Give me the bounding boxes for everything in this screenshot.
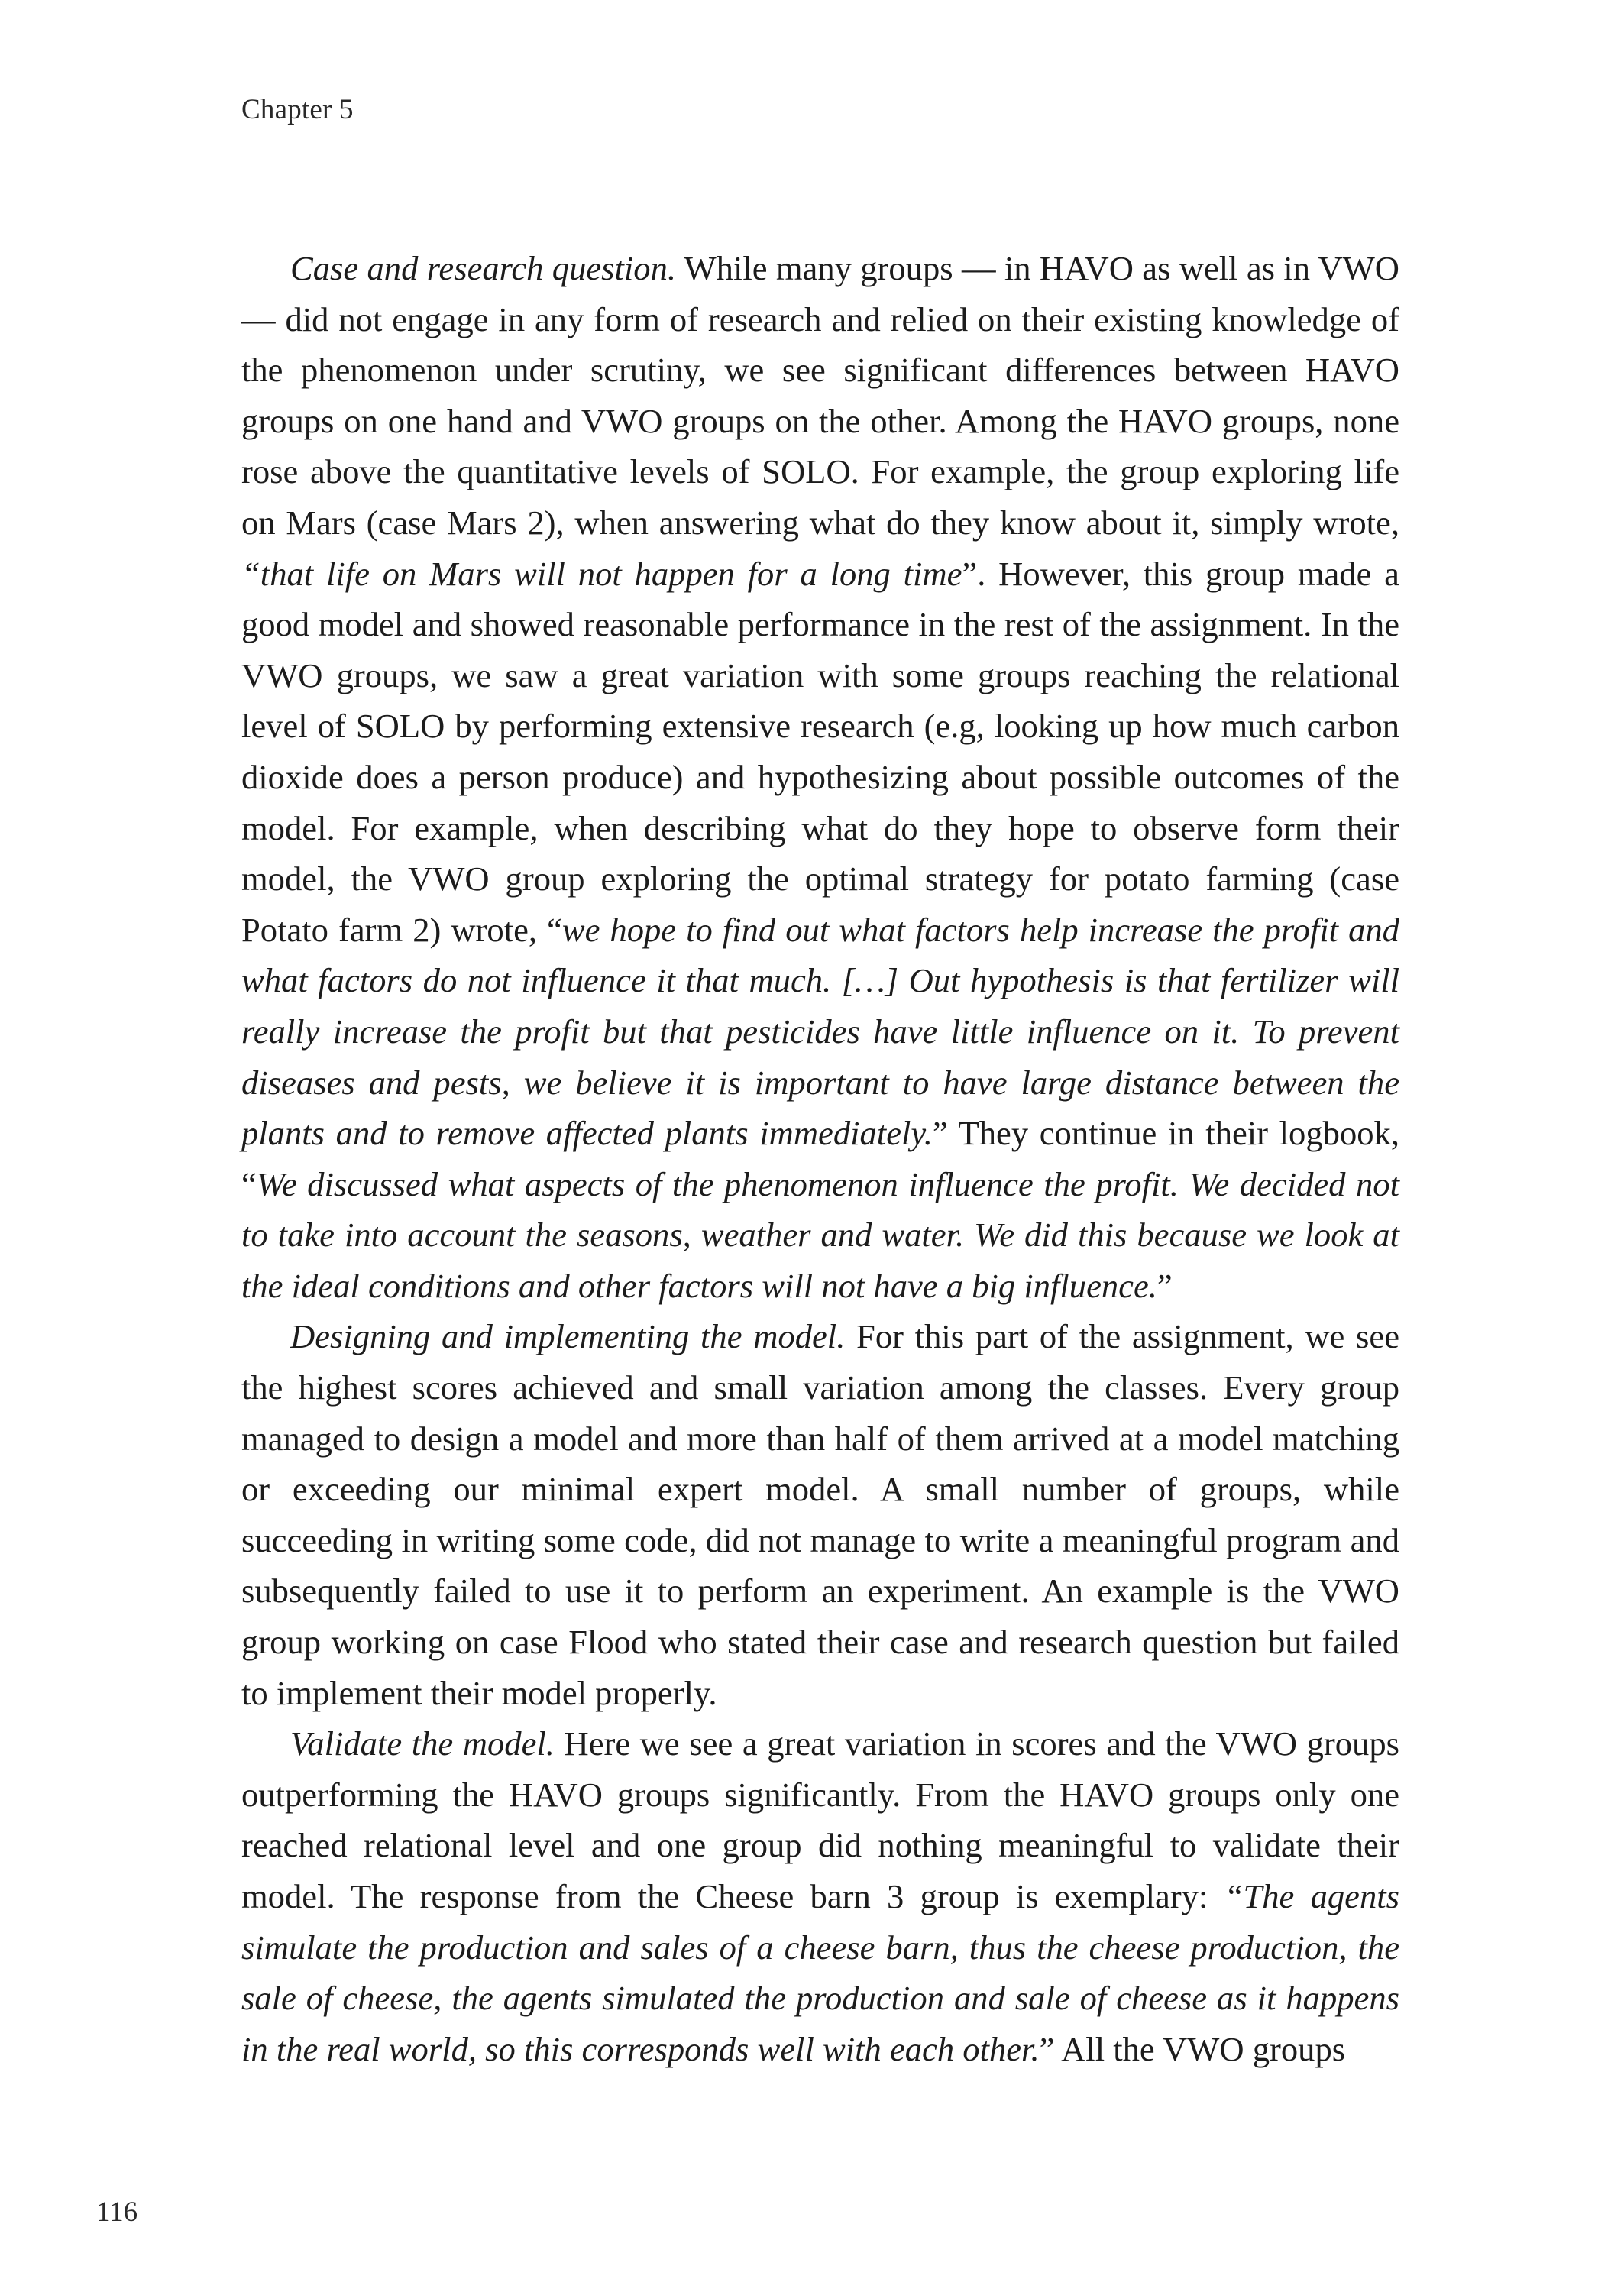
paragraph-text: ” They continue in their logbook, “ bbox=[241, 1114, 1399, 1203]
paragraph-case-and-research-question bbox=[241, 243, 1399, 1311]
paragraph-heading: Designing and implementing the model. bbox=[290, 1317, 846, 1356]
paragraph-heading: Validate the model. bbox=[290, 1724, 555, 1763]
paragraph-text: ”. However, this group made a good model and showed reasonable performance in the rest of the assignment. In the VWO groups, we saw a great variation with some groups reaching the relational level of SOLO by performing extensive research (e.g, looking up how much carbon dioxide does a person produce) and hypothesizing about possible outcomes of the model. For example, when describing what do they hope to observe form their model, the VWO group exploring the optimal strategy for potato farming (case Potato farm 2) wrote, “ bbox=[241, 554, 1399, 949]
paragraph-text: ” All the VWO groups bbox=[1039, 2029, 1346, 2068]
quotation: “that life on Mars will not happen for a long time bbox=[241, 554, 962, 593]
quotation: “The agents simulate the production and sales of a cheese barn, thus the cheese production, the sale of cheese, the agents simulated the production and sale of cheese as it happens in the real world, so this corresponds well with each other. bbox=[241, 1877, 1399, 2068]
paragraph-text: While many groups — in HAVO as well as in VWO — did not engage in any form of research and relied on their existing knowledge of the phenomenon under scrutiny, we see significant differences between HAVO groups on one hand and VWO groups on the other. Among the HAVO groups, none rose above the quantitative levels of SOLO. For example, the group exploring life on Mars (case Mars 2), when answering what do they know about it, simply wrote, bbox=[241, 249, 1400, 542]
paragraph-heading: Case and research question. bbox=[290, 249, 677, 287]
paragraph-text: ” bbox=[1157, 1266, 1173, 1305]
paragraph-text: For this part of the assignment, we see the highest scores achieved and small variation among the classes. Every group managed to design a model and more than half of them arrived at a model matching or exceeding our minimal expert model. A small number of groups, while succeeding in writing some code, did not manage to write a meaningful program and subsequently failed to use it to perform an experiment. An example is the VWO group working on case Flood who stated their case and research question but failed to implement their model properly. bbox=[241, 1317, 1399, 1712]
paragraph-designing-and-implementing bbox=[241, 1311, 1399, 1718]
page-number: 116 bbox=[96, 2196, 138, 2228]
paragraph-text: Here we see a great variation in scores and the VWO groups outperforming the HAVO groups significantly. From the HAVO groups only one reached relational level and one group did nothing meaningful to validate their model. The response from the Cheese barn 3 group is exemplary: bbox=[241, 1724, 1399, 1915]
quotation: we hope to find out what factors help increase the profit and what factors do not influence it that much. […] Out hypothesis is that fertilizer will really increase the profit but that pesticides have little influence on it. To prevent diseases and pests, we believe it is important to have large distance between the plants and to remove affected plants immediately. bbox=[241, 910, 1399, 1153]
body-text bbox=[241, 243, 1399, 2074]
quotation: We discussed what aspects of the phenomenon influence the profit. We decided not to take into account the seasons, weather and water. We did this because we look at the ideal conditions and other factors will not have a big influence. bbox=[241, 1164, 1399, 1305]
running-head-chapter: Chapter 5 bbox=[241, 94, 354, 125]
paragraph-validate-the-model bbox=[241, 1718, 1399, 2074]
